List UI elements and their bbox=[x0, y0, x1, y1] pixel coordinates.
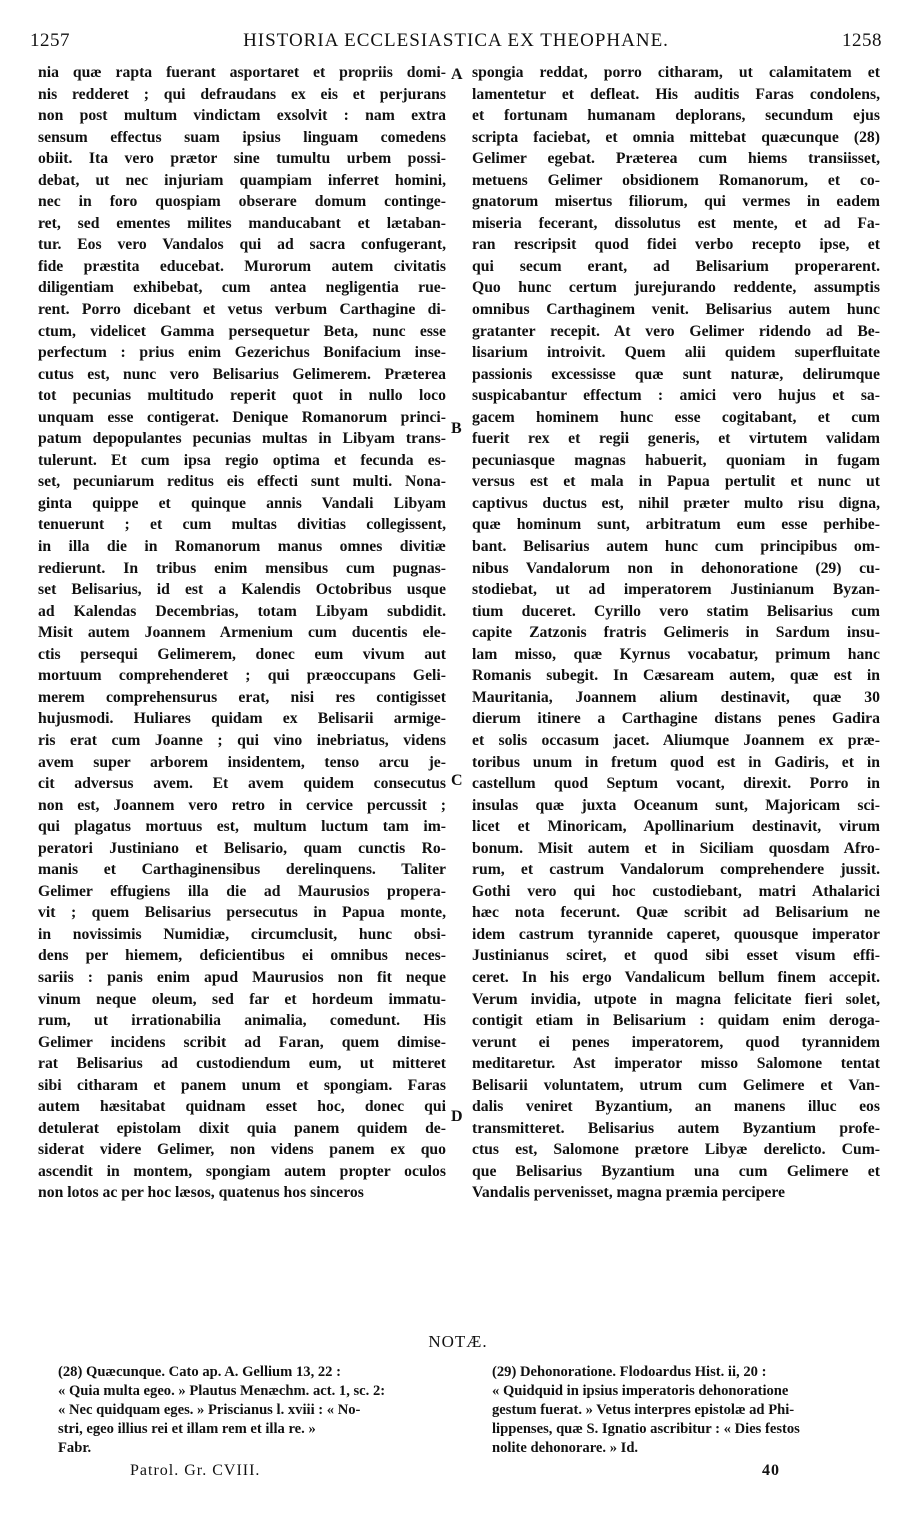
text-line: ctus est, Salomone prætore Libyæ derelicto. Cum- bbox=[472, 1141, 880, 1159]
text-line: detulerat epistolam dixit quia panem quidem de- bbox=[38, 1119, 446, 1137]
text-line: nibus Vandalorum non in dehonoratione (29) cu- bbox=[472, 559, 880, 577]
text-line: tur. Eos vero Vandalos qui ad sacra confugerant, bbox=[38, 236, 446, 254]
text-line: rum, ut irrationabilia animalia, comedunt. His bbox=[38, 1012, 446, 1030]
text-line: idem castrum tyrannide caperet, quousque imperator bbox=[472, 925, 880, 943]
notes-left bbox=[58, 1363, 458, 1458]
text-line: lisarium introivit. Quem alii quidem superfluitate bbox=[472, 344, 880, 362]
text-line: cit adversus avem. Et avem quidem consecutus bbox=[38, 775, 446, 793]
text-line: obiit. Ita vero prætor sine tumultu urbem possi- bbox=[38, 150, 446, 168]
text-line: peratori Justiniano et Belisario, quam cunctis Ro- bbox=[38, 839, 446, 857]
text-line: vit ; quem Belisarius persecutus in Papua monte, bbox=[38, 904, 446, 922]
text-line: non lotos ac per hoc læsos, quatenus hos sinceros bbox=[38, 1184, 364, 1202]
text-line: quæ hominum sunt, arbitratum eum esse perhibe- bbox=[472, 516, 880, 534]
left-page-number: 1257 bbox=[30, 30, 70, 51]
text-line: qui plagatus mortuus est, multum luctum tam im- bbox=[38, 818, 446, 836]
text-line: ran rescripsit quod fidei verbo recepto ipse, et bbox=[472, 236, 880, 254]
text-line: ad Kalendas Decembrias, totam Libyam subdidit. bbox=[38, 602, 446, 620]
note-line: « Quia multa egeo. » Plautus Menæchm. act. 1, sc. 2: bbox=[58, 1383, 386, 1399]
text-line: non est, Joannem vero retro in cervice percussit ; bbox=[38, 796, 446, 814]
text-line: qui secum erant, ad Belisarium properarent. bbox=[472, 257, 880, 275]
text-line: redierunt. In tribus enim mensibus cum pugnas- bbox=[38, 559, 446, 577]
page-header bbox=[30, 30, 882, 58]
text-line: gacem hominem hunc esse cogitabant, et cum bbox=[472, 408, 880, 426]
text-line: scripta faciebat, et omnia mittebat quæcunque (28) bbox=[472, 128, 880, 146]
text-line: toribus unum in fretum quod est in Gadiris, et in bbox=[472, 753, 880, 771]
text-line: Verum invidia, utpote in magna felicitate fieri solet, bbox=[472, 990, 880, 1008]
text-line: metuens Gelimer obsidionem Romanorum, et co- bbox=[472, 171, 880, 189]
text-line: dalis veniret Byzantium, an manens illuc eos bbox=[472, 1098, 880, 1116]
text-line: gratanter recepit. At vero Gelimer ridendo ad Be- bbox=[472, 322, 880, 340]
section-marker-d: D bbox=[451, 1108, 463, 1125]
text-line: Belisarii voluntatem, utrum cum Gelimere et Van- bbox=[472, 1076, 880, 1094]
section-marker-a: A bbox=[451, 66, 463, 83]
text-line: merem comprehensurus erat, nisi res contigisset bbox=[38, 688, 446, 706]
note-line: « Nec quidquam eges. » Priscianus l. xviii : « No- bbox=[58, 1402, 361, 1418]
note-line: lippenses, quæ S. Ignatio ascribitur : « Dies festos bbox=[492, 1421, 800, 1437]
text-line: dens per hiemem, deficientibus ei omnibus neces- bbox=[38, 947, 446, 965]
text-line: suspicabantur effectum : amici vero hujus et sa- bbox=[472, 387, 880, 405]
text-line: fuerit rex et regii generis, et virtutem validam bbox=[472, 430, 880, 448]
text-line: et fortunam humanam deplorans, secundum ejus bbox=[472, 107, 880, 125]
text-line: gnatorum misertus filiorum, qui vermes in eadem bbox=[472, 193, 880, 211]
text-line: set, pecuniarum reditus eis effecti sunt multi. Nona- bbox=[38, 473, 446, 491]
text-line: nec in foro quospiam obserare domum continge- bbox=[38, 193, 446, 211]
text-line: ctis persequi Gelimerem, donec eum vivum aut bbox=[38, 645, 446, 663]
note-line: stri, egeo illius rei et illam rem et illa re. » bbox=[58, 1421, 316, 1437]
text-line: sibi citharam et panem unum et spongiam. Faras bbox=[38, 1076, 446, 1094]
text-line: et solis occasum jacet. Aliumque Joannem ex præ- bbox=[472, 731, 880, 749]
text-line: cutus est, nunc vero Belisarius Gelimerem. Præterea bbox=[38, 365, 446, 383]
text-line: omnibus Carthaginem venit. Belisarius autem hunc bbox=[472, 301, 880, 319]
note-line: nolite dehonorare. » Id. bbox=[492, 1440, 639, 1456]
text-line: rent. Porro dicebant et vetus verbum Carthagine di- bbox=[38, 301, 446, 319]
text-line: spongia reddat, porro citharam, ut calamitatem et bbox=[472, 64, 880, 81]
text-line: in illa die in Romanorum manus omnes divitiæ bbox=[38, 538, 446, 556]
note-line: (29) Dehonoratione. Flodoardus Hist. ii, 20 : bbox=[492, 1364, 767, 1380]
text-line: Gelimer effugiens illa die ad Maurusios propera- bbox=[38, 882, 446, 900]
left-column bbox=[38, 62, 446, 1204]
text-line: Vandalis pervenisset, magna præmia percipere bbox=[472, 1184, 786, 1202]
text-line: hæc nota fecerunt. Quæ scribit ad Belisarium ne bbox=[472, 904, 880, 922]
text-line: in novissimis Numidiæ, circumclusit, hunc obsi- bbox=[38, 925, 446, 943]
section-marker-c: C bbox=[451, 772, 463, 789]
section-marker-b: B bbox=[451, 420, 462, 437]
note-line: gestum fuerat. » Vetus interpres epistolæ ad Phi- bbox=[492, 1402, 795, 1418]
text-line: rat Belisarius ad custodiendum eum, ut mitteret bbox=[38, 1055, 446, 1073]
text-line: lam misso, quæ Kyrnus vocabatur, primum hanc bbox=[472, 645, 880, 663]
text-line: Mauritania, Joannem alium destinavit, quæ 30 bbox=[472, 688, 880, 706]
text-line: ris erat cum Joanne ; qui vino inebriatus, videns bbox=[38, 731, 446, 749]
text-line: passionis excessisse quæ sunt naturæ, delirumque bbox=[472, 365, 880, 383]
text-line: lamentetur et defleat. His auditis Faras condolens, bbox=[472, 85, 880, 103]
footer-signature: Patrol. Gr. CVIII. bbox=[130, 1462, 261, 1479]
text-line: set Belisarius, id est a Kalendis Octobribus usque bbox=[38, 581, 446, 599]
text-line: nia quæ rapta fuerant asportaret et propriis domi- bbox=[38, 64, 446, 81]
text-line: debat, ut nec injuriam quampiam inferret homini, bbox=[38, 171, 446, 189]
text-line: tenuerunt ; et cum multas divitias collegissent, bbox=[38, 516, 446, 534]
text-line: Gelimer incidens scribit ad Faran, quem dimise- bbox=[38, 1033, 446, 1051]
text-line: non post multum vindictam exsolvit : nam extra bbox=[38, 107, 446, 125]
text-line: castellum quod Septum vocant, direxit. Porro in bbox=[472, 775, 880, 793]
footer-folio: 40 bbox=[762, 1462, 780, 1479]
note-line: « Quidquid in ipsius imperatoris dehonoratione bbox=[492, 1383, 789, 1399]
text-line: patum depopulantes pecunias multas in Libyam trans- bbox=[38, 430, 446, 448]
notes-title: NOTÆ. bbox=[428, 1332, 488, 1351]
right-column bbox=[472, 62, 880, 1204]
text-line: unquam esse contigerat. Denique Romanorum princi- bbox=[38, 408, 446, 426]
text-line: Gelimer egebat. Præterea cum hiems transiisset, bbox=[472, 150, 880, 168]
text-line: diligentiam exhibebat, cum antea negligentia rue- bbox=[38, 279, 446, 297]
text-line: hujusmodi. Huliares quidam ex Belisarii armige- bbox=[38, 710, 446, 728]
text-line: Misit autem Joannem Armenium cum ducentis ele- bbox=[38, 624, 446, 642]
text-line: verunt ei penes imperatorem, quod tyrannidem bbox=[472, 1033, 880, 1051]
text-line: perfectum : prius enim Gezerichus Bonifacium inse- bbox=[38, 344, 446, 362]
note-line: (28) Quæcunque. Cato ap. A. Gellium 13, 22 : bbox=[58, 1364, 341, 1380]
text-line: transmitteret. Belisarius autem Byzantium profe- bbox=[472, 1119, 880, 1137]
text-line: avem super arborem insidentem, tenso arcu je- bbox=[38, 753, 446, 771]
text-line: meditaretur. Ast imperator misso Salomone tentat bbox=[472, 1055, 880, 1073]
text-line: pecuniasque magnas habuerit, quoniam in fugam bbox=[472, 451, 880, 469]
text-line: tulerunt. Et cum ipsa regio optima et fecunda es- bbox=[38, 451, 446, 469]
text-line: tium duceret. Cyrillo vero statim Belisarius cum bbox=[472, 602, 880, 620]
text-line: licet et Minoricam, Apollinarium destinavit, virum bbox=[472, 818, 880, 836]
text-line: contigit etiam in Belisarium : quidam enim deroga- bbox=[472, 1012, 880, 1030]
text-line: nis redderet ; qui defraudans ex eis et perjurans bbox=[38, 85, 446, 103]
text-line: tot pecunias multitudo reperit quot in nullo loco bbox=[38, 387, 446, 405]
text-line: insulas quæ juxta Oceanum sunt, Majoricam sci- bbox=[472, 796, 880, 814]
text-line: mortuum comprehenderet ; qui præoccupans Geli- bbox=[38, 667, 446, 685]
text-line: versus est et mala in Papua pertulit et nunc ut bbox=[472, 473, 880, 491]
text-line: Justinianus sciret, et quod sibi esset visum effi- bbox=[472, 947, 880, 965]
notes-right bbox=[492, 1363, 884, 1458]
text-line: rum, et castrum Vandalorum comprehendere jussit. bbox=[472, 861, 880, 879]
running-title: HISTORIA ECCLESIASTICA EX THEOPHANE. bbox=[243, 30, 669, 51]
text-line: autem hæsitabat quidnam esset hoc, donec qui bbox=[38, 1098, 446, 1116]
text-line: Romanis subegit. In Cæsaream autem, quæ est in bbox=[472, 667, 880, 685]
text-line: vinum neque oleum, sed far et hordeum immatu- bbox=[38, 990, 446, 1008]
text-line: que Belisarius Byzantium una cum Gelimere et bbox=[472, 1162, 880, 1180]
text-line: capite Zatzonis fratris Gelimeris in Sardum insu- bbox=[472, 624, 880, 642]
text-line: ctum, videlicet Gamma persequetur Beta, nunc esse bbox=[38, 322, 446, 340]
text-line: Quo hunc certum jurejurando reddente, assumptis bbox=[472, 279, 880, 297]
text-line: stodiebat, ut ad imperatorem Justinianum Byzan- bbox=[472, 581, 880, 599]
text-line: bonum. Misit autem et in Siciliam quosdam Afro- bbox=[472, 839, 880, 857]
right-page-number: 1258 bbox=[842, 30, 882, 51]
text-line: Gothi vero qui hoc custodiebant, matri Athalarici bbox=[472, 882, 880, 900]
text-line: siderat videre Gelimer, non videns panem ex quo bbox=[38, 1141, 446, 1159]
text-line: ret, sed ementes milites manducabant et lætaban- bbox=[38, 214, 446, 232]
text-line: captivus ductus est, nihil præter multo risu digna, bbox=[472, 494, 880, 512]
text-line: ascendit in montem, spongiam autem propter oculos bbox=[38, 1162, 446, 1180]
text-line: fide præstita educebat. Murorum autem civitatis bbox=[38, 257, 446, 275]
text-line: manis et Carthaginensibus derelinquens. Taliter bbox=[38, 861, 446, 879]
text-line: ceret. In his ergo Vandalicum bellum finem accepit. bbox=[472, 968, 880, 986]
text-line: miseria fecerant, dissolutus est mente, et ad Fa- bbox=[472, 214, 880, 232]
text-line: ginta quippe et quinque annis Vandali Libyam bbox=[38, 494, 446, 512]
text-line: sariis : panis enim apud Maurusios non fit neque bbox=[38, 968, 446, 986]
note-line: Fabr. bbox=[58, 1440, 92, 1456]
text-line: dierum itinere a Carthagine distans penes Gadira bbox=[472, 710, 880, 728]
text-line: sensum effectus suam ipsius linguam comedens bbox=[38, 128, 446, 146]
text-line: bant. Belisarius autem hunc cum principibus om- bbox=[472, 538, 880, 556]
